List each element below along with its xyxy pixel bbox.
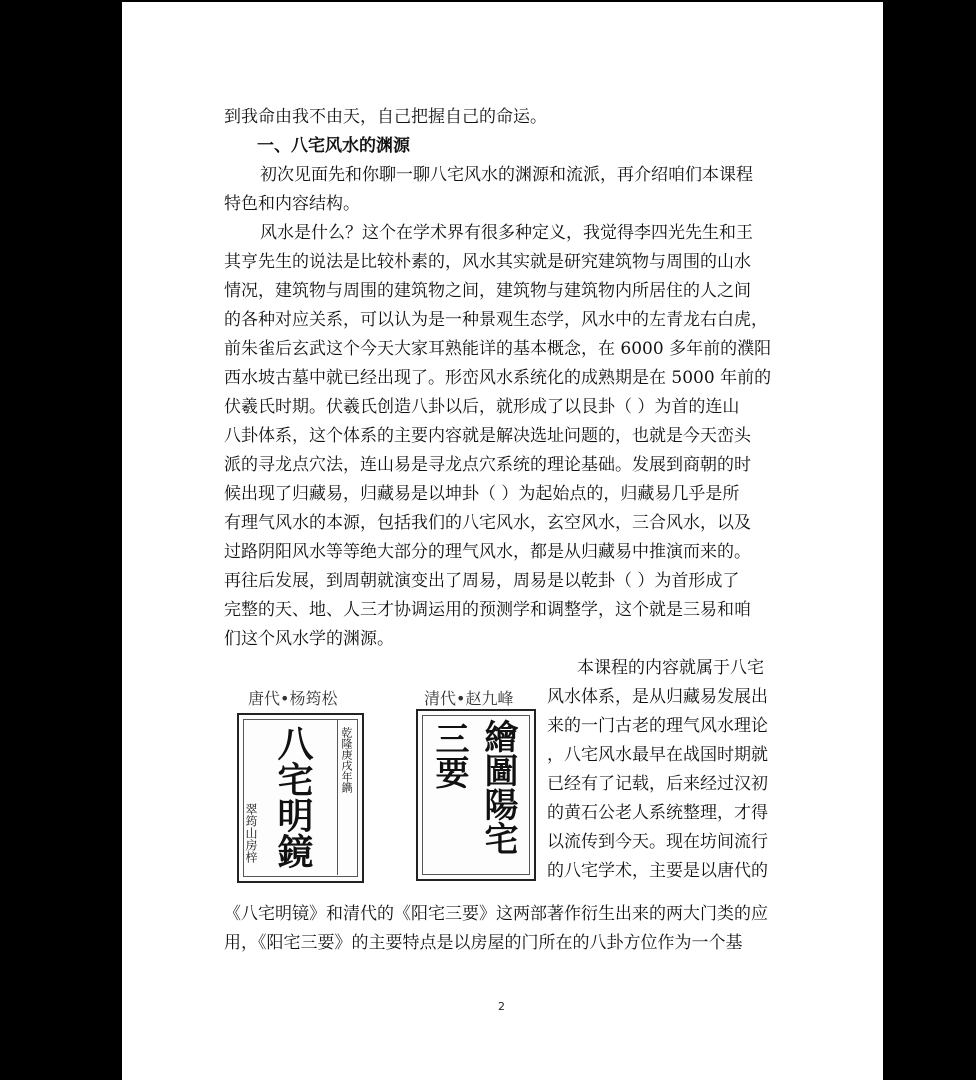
- section-heading: 一、八宅风水的渊源: [257, 136, 410, 156]
- figure-caption-2: 清代•赵九峰: [424, 689, 514, 708]
- figure-caption-1: 唐代•杨筠松: [248, 689, 338, 708]
- text-line: 伏羲氏时期。伏羲氏创造八卦以后，就形成了以艮卦（ ）为首的连山: [224, 397, 740, 417]
- text-line: 用，《阳宅三要》的主要特点是以房屋的门所在的八卦方位作为一个基: [224, 933, 743, 953]
- side-text-line: 已经有了记载，后来经过汉初: [547, 774, 768, 794]
- side-text-line: 以流传到今天。现在坊间流行: [547, 832, 768, 852]
- text-line: 风水是什么？这个在学术界有很多种定义，我觉得李四光先生和王: [260, 223, 753, 243]
- text-line: 完整的天、地、人三才协调运用的预测学和调整学，这个就是三易和咱: [224, 600, 751, 620]
- text-line: 《八宅明镜》和清代的《阳宅三要》这两部著作衍生出来的两大门类的应: [224, 904, 768, 924]
- side-text-line: 本课程的内容就属于八宅: [577, 658, 764, 678]
- cover-divider: [337, 719, 338, 875]
- text-line: 前朱雀后玄武这个今天大家耳熟能详的基本概念，在 6000 多年前的濮阳: [224, 339, 772, 359]
- page-number: 2: [498, 1000, 505, 1013]
- text-line: 们这个风水学的渊源。: [224, 629, 394, 649]
- book-title: 八宅明鏡: [272, 725, 314, 869]
- text-line: 候出现了归藏易，归藏易是以坤卦（ ）为起始点的，归藏易几乎是所: [224, 484, 740, 504]
- side-text-line: 来的一门古老的理气风水理论: [547, 716, 768, 736]
- side-text-line: 风水体系，是从归藏易发展出: [547, 687, 768, 707]
- book-title-side: 三要: [429, 721, 469, 789]
- document-page: [122, 2, 883, 1080]
- text-line: 再往后发展，到周朝就演变出了周易，周易是以乾卦（ ）为首形成了: [224, 571, 740, 591]
- text-line: 其亨先生的说法是比较朴素的，风水其实就是研究建筑物与周围的山水: [224, 252, 751, 272]
- side-text-line: 的八宅学术，主要是以唐代的: [547, 861, 768, 881]
- text-line: 的各种对应关系，可以认为是一种景观生态学，风水中的左青龙右白虎，: [224, 310, 768, 330]
- text-line: 过路阴阳风水等等绝大部分的理气风水，都是从归藏易中推演而来的。: [224, 542, 751, 562]
- book-title-main: 繪圖陽宅: [478, 719, 518, 855]
- book-cover-yang-zhai-san-yao: [416, 709, 536, 881]
- book-edition-text: 乾隆庚戌年鐫: [340, 727, 353, 793]
- book-publisher-text: 翠筠山房梓: [244, 803, 258, 863]
- text-line: 派的寻龙点穴法，连山易是寻龙点穴系统的理论基础。发展到商朝的时: [224, 455, 751, 475]
- text-line: 特色和内容结构。: [224, 194, 360, 214]
- book-cover-ba-zhai-ming-jing: [237, 713, 364, 883]
- text-line: 初次见面先和你聊一聊八宅风水的渊源和流派，再介绍咱们本课程: [260, 165, 753, 185]
- text-line: 情况，建筑物与周围的建筑物之间，建筑物与建筑物内所居住的人之间: [224, 281, 751, 301]
- side-text-line: ，八宅风水最早在战国时期就: [547, 745, 768, 765]
- side-text-line: 的黄石公老人系统整理，才得: [547, 803, 768, 823]
- text-line: 有理气风水的本源，包括我们的八宅风水，玄空风水，三合风水，以及: [224, 513, 751, 533]
- text-line: 到我命由我不由天，自己把握自己的命运。: [224, 107, 547, 127]
- text-line: 八卦体系，这个体系的主要内容就是解决选址问题的，也就是今天峦头: [224, 426, 751, 446]
- text-line: 西水坡古墓中就已经出现了。形峦风水系统化的成熟期是在 5000 年前的: [224, 368, 772, 388]
